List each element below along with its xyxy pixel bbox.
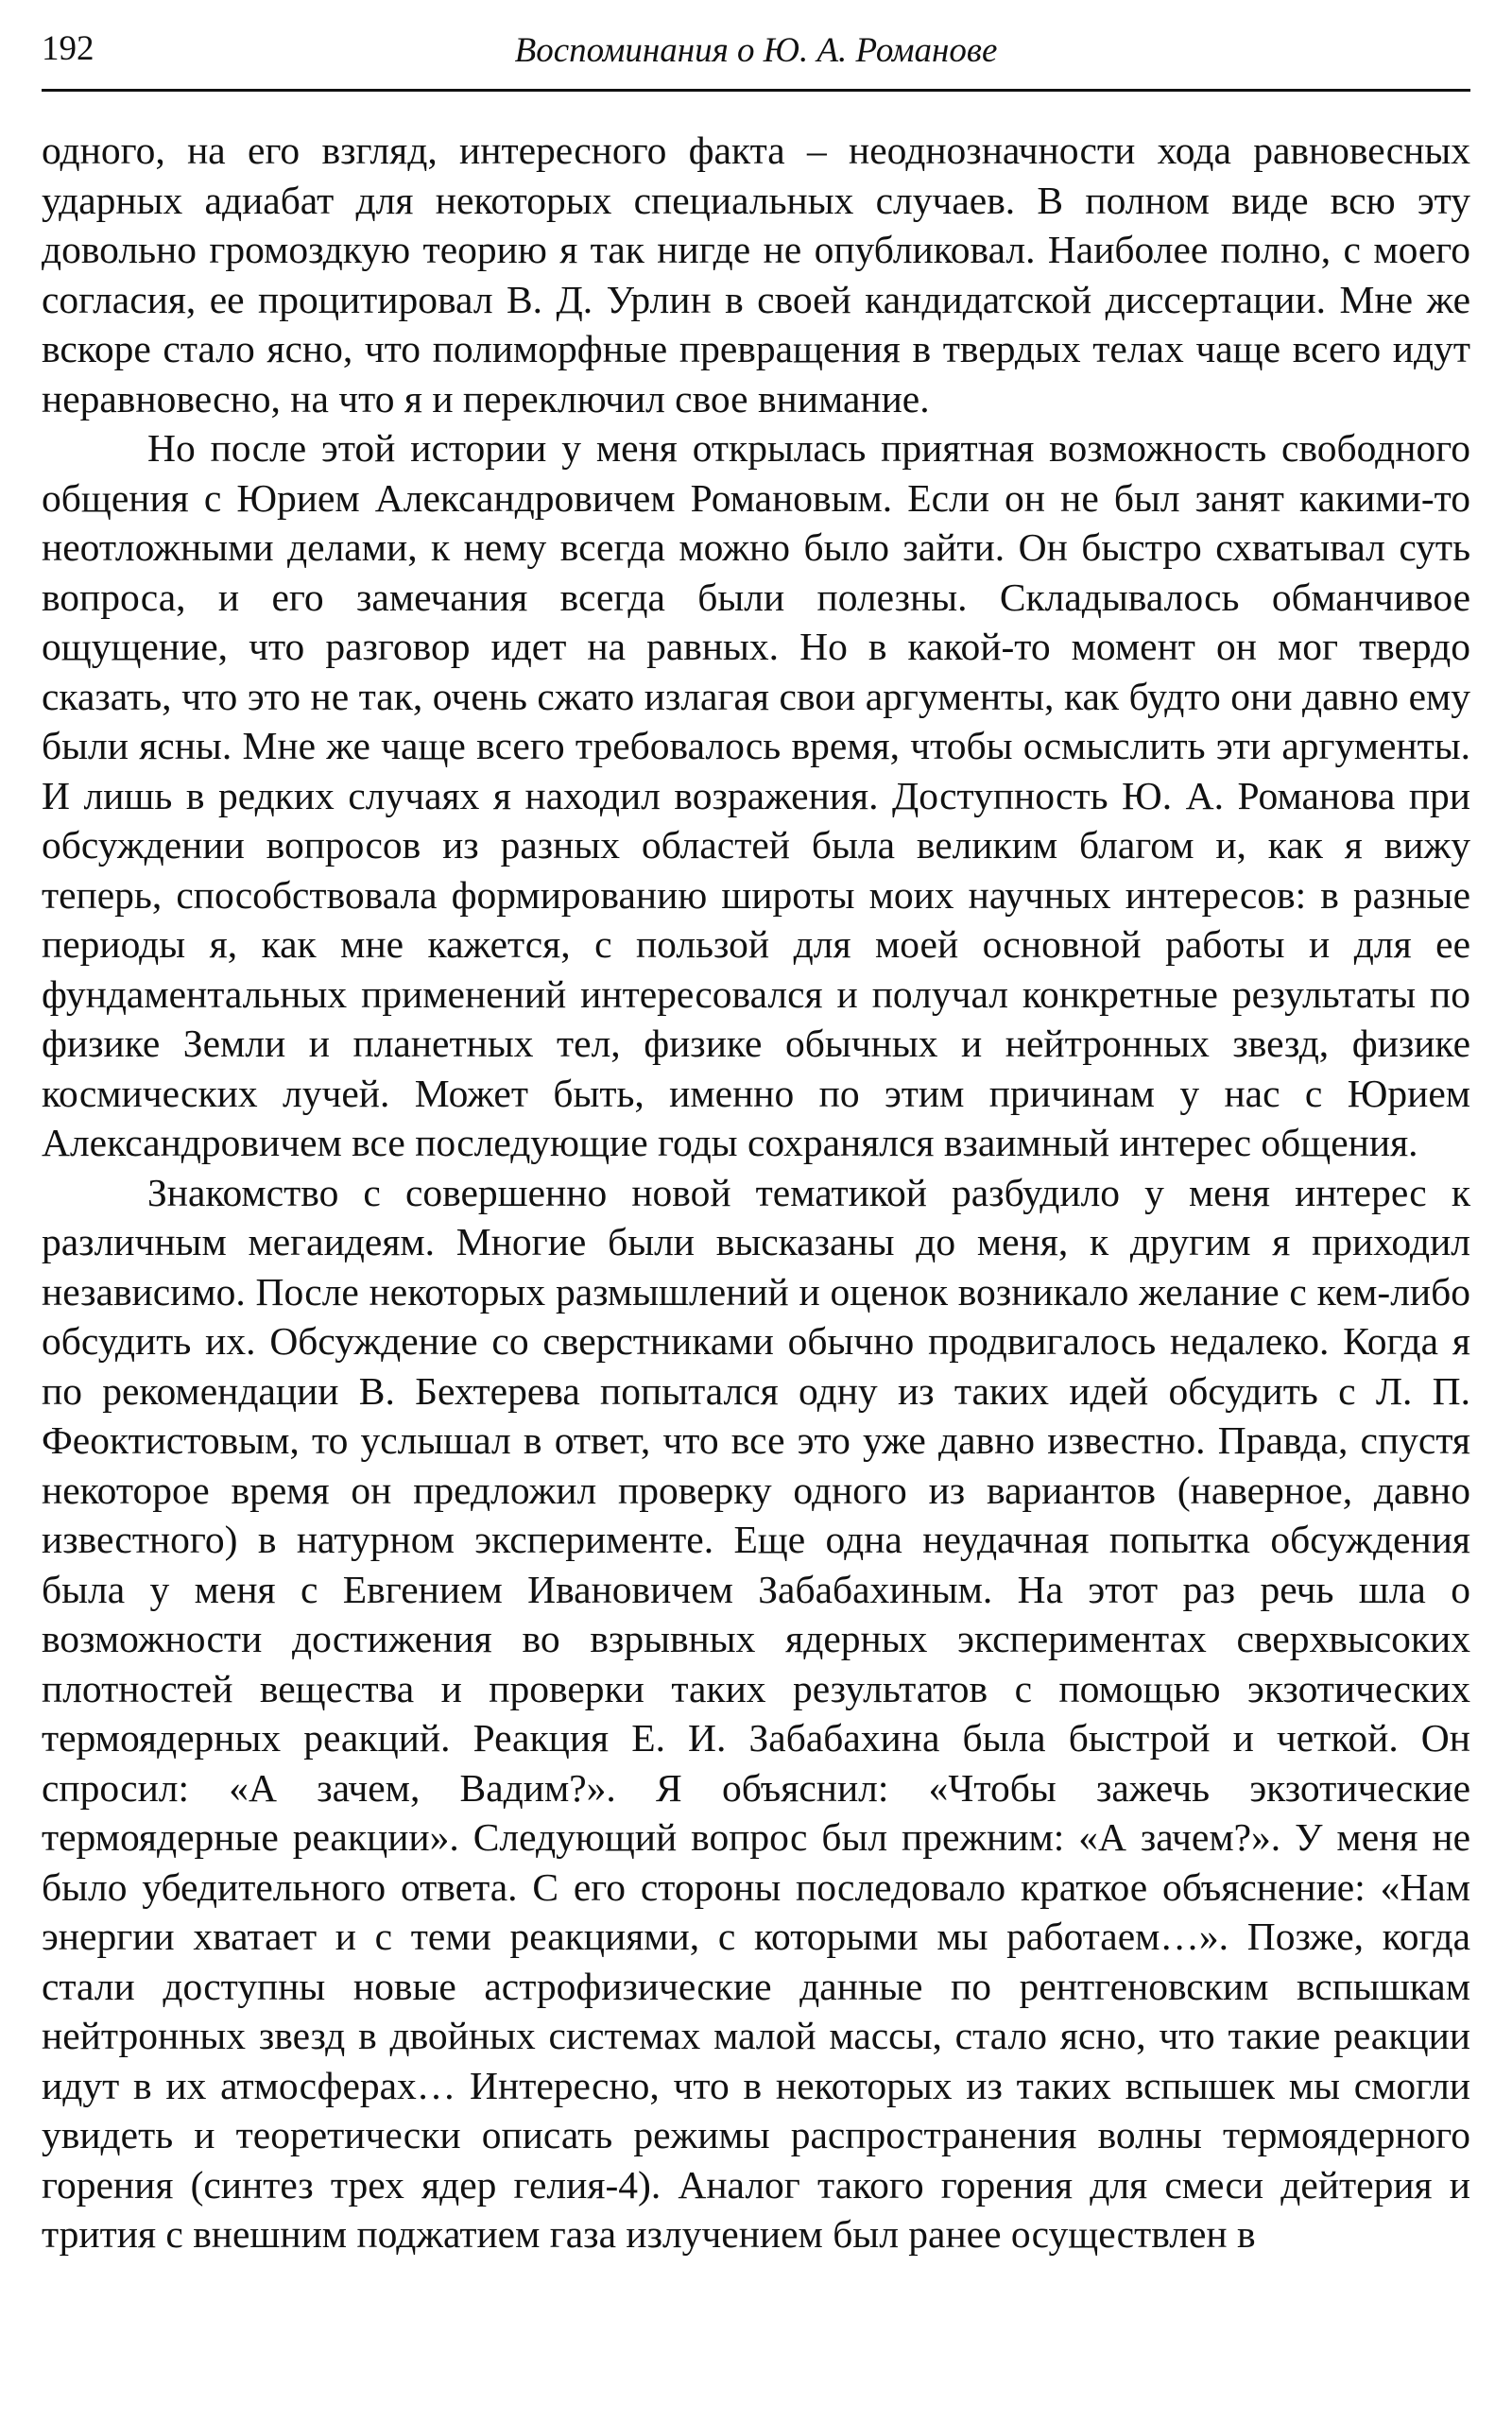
body-text xyxy=(42,126,1470,2259)
paragraph: Знакомство с совершенно новой тематикой разбудило у меня интерес к различным мегаидеям. Многие были высказаны до меня, к другим я приходил независимо. После некоторых размышлений и оценок возникало желание с кем-либо обсудить их. Обсуждение со сверстниками обычно продвигалось недалеко. Когда я по рекомендации В. Бехтерева попытался одну из таких идей обсудить с Л. П. Феоктистовым, то услышал в ответ, что все это уже давно известно. Правда, спустя некоторое время он предложил проверку одного из вариантов (наверное, давно известного) в натурном эксперименте. Еще одна неудачная попытка обсуждения была у меня с Евгением Ивановичем Забабахиным. На этот раз речь шла о возможности достижения во взрывных ядерных экспериментах сверхвысоких плотностей вещества и проверки таких результатов с помощью экзотических термоядерных реакций. Реакция Е. И. Забабахина была быстрой и четкой. Он спросил: «А зачем, Вадим?». Я объяснил: «Чтобы зажечь экзотические термоядерные реакции». Следующий вопрос был прежним: «А зачем?». У меня не было убедительного ответа. С его стороны последовало краткое объяснение: «Нам энергии хватает и с теми реакциями, с которыми мы работаем…». Позже, когда стали доступны новые астрофизические данные по рентгеновским вспышкам нейтронных звезд в двойных системах малой массы, стало ясно, что такие реакции идут в их атмосферах… Интересно, что в некоторых из таких вспышек мы смогли увидеть и теоретически описать режимы распространения волны термоядерного горения (синтез трех ядер гелия-4). Аналог такого горения для смеси дейтерия и трития с внешним поджатием газа излучением был ранее осуществлен в xyxy=(42,1170,1470,2256)
paragraph: одного, на его взгляд, интересного факта – неоднозначности хода равновесных ударных адиабат для некоторых специальных случаев. В полном виде всю эту довольно громоздкую теорию я так нигде не опубликовал. Наиболее полно, с моего согласия, ее процитировал В. Д. Урлин в своей кандидатской диссертации. Мне же вскоре стало ясно, что полиморфные превращения в твердых телах чаще всего идут неравновесно, на что я и переключил свое внимание. xyxy=(42,129,1470,421)
book-page xyxy=(42,0,1470,2422)
page-number: 192 xyxy=(42,29,94,68)
paragraph: Но после этой истории у меня открылась приятная возможность свободного общения с Юрием Александровичем Романовым. Если он не был занят какими-то неотложными делами, к нему всегда можно было зайти. Он быстро схватывал суть вопроса, и его замечания всегда были полезны. Складывалось обманчивое ощущение, что разговор идет на равных. Но в какой-то момент он мог твердо сказать, что это не так, очень сжато излагая свои аргументы, как будто они давно ему были ясны. Мне же чаще всего требовалось время, чтобы осмыслить эти аргументы. И лишь в редких случаях я находил возражения. Доступность Ю. А. Романова при обсуждении вопросов из разных областей была великим благом и, как я вижу теперь, способствовала формированию широты моих научных интересов: в разные периоды я, как мне кажется, с пользой для моей основной работы и для ее фундаментальных применений интересовался и получал конкретные результаты по физике Земли и планетных тел, физике обычных и нейтронных звезд, физике космических лучей. Может быть, именно по этим причинам у нас с Юрием Александровичем все последующие годы сохранялся взаимный интерес общения. xyxy=(42,426,1470,1164)
running-title: Воспоминания о Ю. А. Романове xyxy=(514,31,998,70)
running-head xyxy=(42,13,1470,92)
